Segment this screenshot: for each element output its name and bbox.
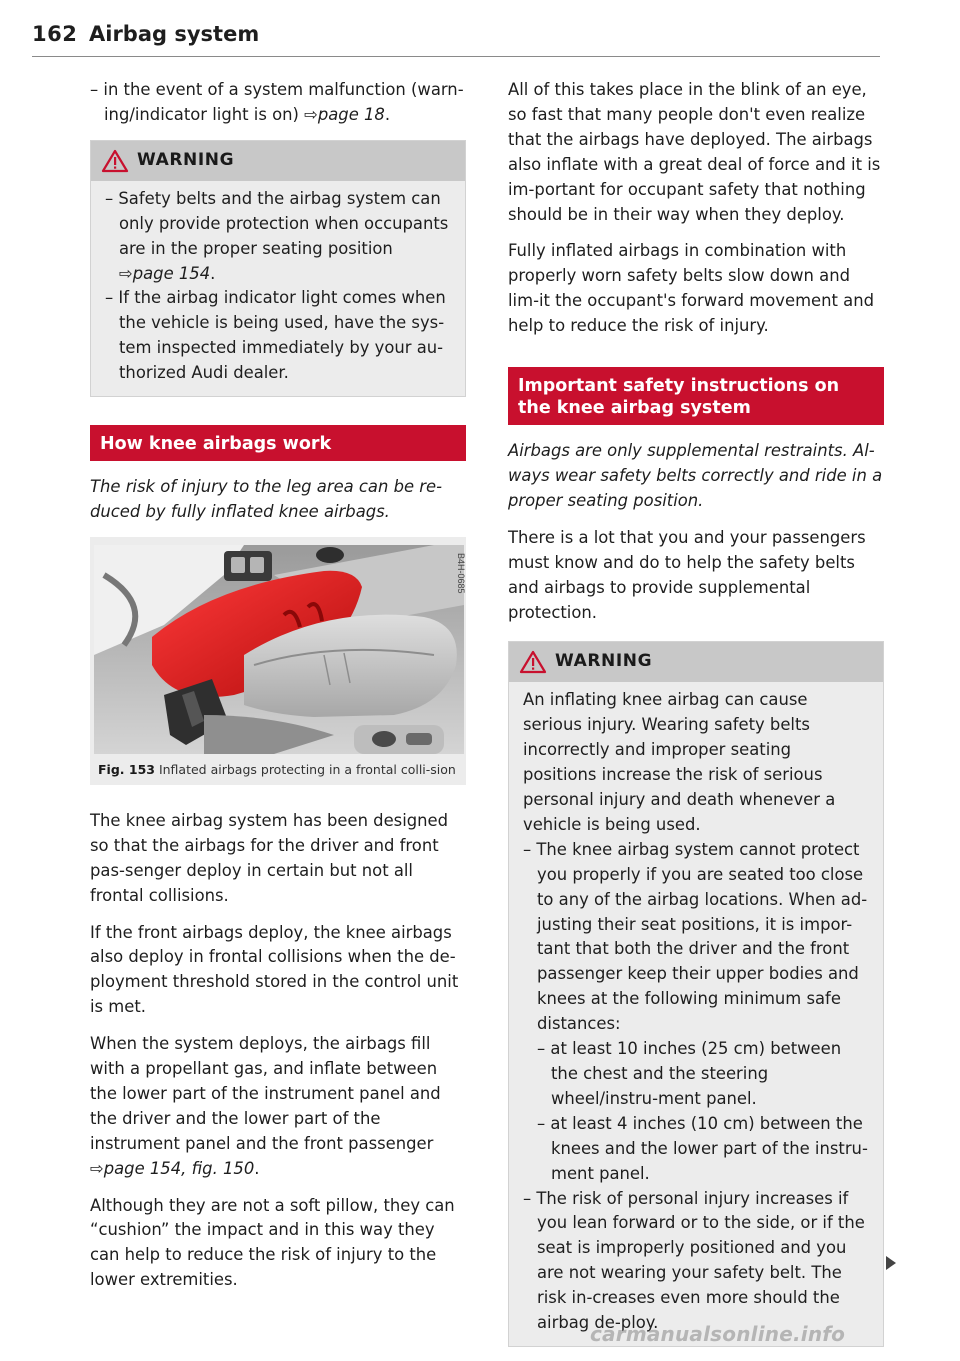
warning-item: – If the airbag indicator light comes when the vehicle is being used, have the sys-tem inspected immediately by your au-thorized Audi dealer. [105, 288, 446, 383]
warning-label: WARNING [555, 651, 653, 672]
warning-triangle-icon [102, 150, 128, 172]
page-title: Airbag system [89, 22, 260, 46]
section-intro: Airbags are only supplemental restraints. Al-ways wear safety belts correctly and ride in a proper seating position. [508, 441, 883, 510]
warning-box [90, 140, 466, 397]
figure-code: B4H-0685 [456, 552, 466, 594]
page-link[interactable]: ⇨page 154, fig. 150 [90, 1158, 255, 1178]
figure-caption: Fig. 153 Inflated airbags protecting in a frontal colli-sion [98, 761, 456, 777]
continue-arrow-icon[interactable] [886, 1256, 896, 1270]
body-paragraph: The knee airbag system has been designed so that the airbags for the driver and front pas-senger deploy in certain but not all frontal collisions. [90, 810, 449, 905]
figure-label: Fig. 153 [98, 761, 155, 777]
warning-subitem: – at least 4 inches (10 cm) between the knees and the lower part of the instru-ment panel. [537, 1113, 868, 1183]
page-number: 162 [32, 22, 78, 46]
right-column [508, 78, 884, 1347]
watermark: carmanualsonline.info [590, 1322, 846, 1346]
figure [90, 537, 466, 785]
warning-header [509, 642, 883, 682]
warning-item: – Safety belts and the airbag system can only provide protection when occupants are in the proper seating position ⇨page 154. [105, 188, 449, 283]
left-column [90, 78, 466, 1305]
warning-item: – The knee airbag system cannot protect you properly if you are seated too close to any of the airbag locations. When ad-justing their seat positions, it is impor-tant that both the driver and the front passenger keep their upper bodies and knees at the following minimum safe distances: [523, 839, 868, 1034]
page-link[interactable]: ⇨page 18 [304, 104, 385, 124]
section-heading: Important safety instructions on the knee airbag system [508, 367, 884, 425]
page-header [32, 22, 880, 57]
body-paragraph: Although they are not a soft pillow, they can “cushion” the impact and in this way they can help to reduce the risk of injury to the lower extremities. [90, 1195, 455, 1290]
page-link[interactable]: ⇨page 154 [119, 263, 211, 283]
warning-header [91, 141, 465, 181]
warning-subitem: – at least 10 inches (25 cm) between the chest and the steering wheel/instru-ment panel. [537, 1039, 842, 1108]
section-intro: The risk of injury to the leg area can be re-duced by fully inflated knee airbags. [90, 477, 443, 521]
intro-list-item: – in the event of a system malfunction (warn-ing/indicator light is on) ⇨page 18. [90, 80, 464, 124]
knee-airbag-illustration [94, 545, 464, 754]
warning-box [508, 641, 884, 1347]
warning-item: – The risk of personal injury increases if you lean forward or to the side, or if the seat is improperly positioned and you are not wearing your safety belt. The risk in-creases even more should the airbag de-ploy. [523, 1188, 865, 1333]
body-paragraph: When the system deploys, the airbags fill with a propellant gas, and inflate between the lower part of the instrument panel and the driver and the lower part of the instrument panel and the front passenger ⇨page 154, fig. 150. [90, 1034, 441, 1178]
warning-lead: An inflating knee airbag can cause serious injury. Wearing safety belts incorrectly and improper seating positions increase the risk of serious personal injury and death whenever a vehicle is being used. [523, 690, 836, 834]
body-paragraph: All of this takes place in the blink of an eye, so fast that many people don't even realize that the airbags have deployed. The airbags also inflate with a great deal of force and it is im-portant for occupant safety that nothing should be in their way when they deploy. [508, 80, 881, 224]
section-heading: How knee airbags work [90, 425, 466, 461]
warning-label: WARNING [137, 149, 235, 170]
warning-triangle-icon [520, 651, 546, 673]
body-paragraph: Fully inflated airbags in combination with properly worn safety belts slow down and lim-it the occupant's forward movement and help to reduce the risk of injury. [508, 241, 874, 336]
body-paragraph: If the front airbags deploy, the knee airbags also deploy in frontal collisions when the de-ployment threshold stored in the control unit is met. [90, 922, 459, 1017]
knee-airbag-illustration-drawing [94, 545, 464, 754]
body-paragraph: There is a lot that you and your passengers must know and do to help the safety belts and airbags to provide supplemental protection. [508, 527, 866, 622]
